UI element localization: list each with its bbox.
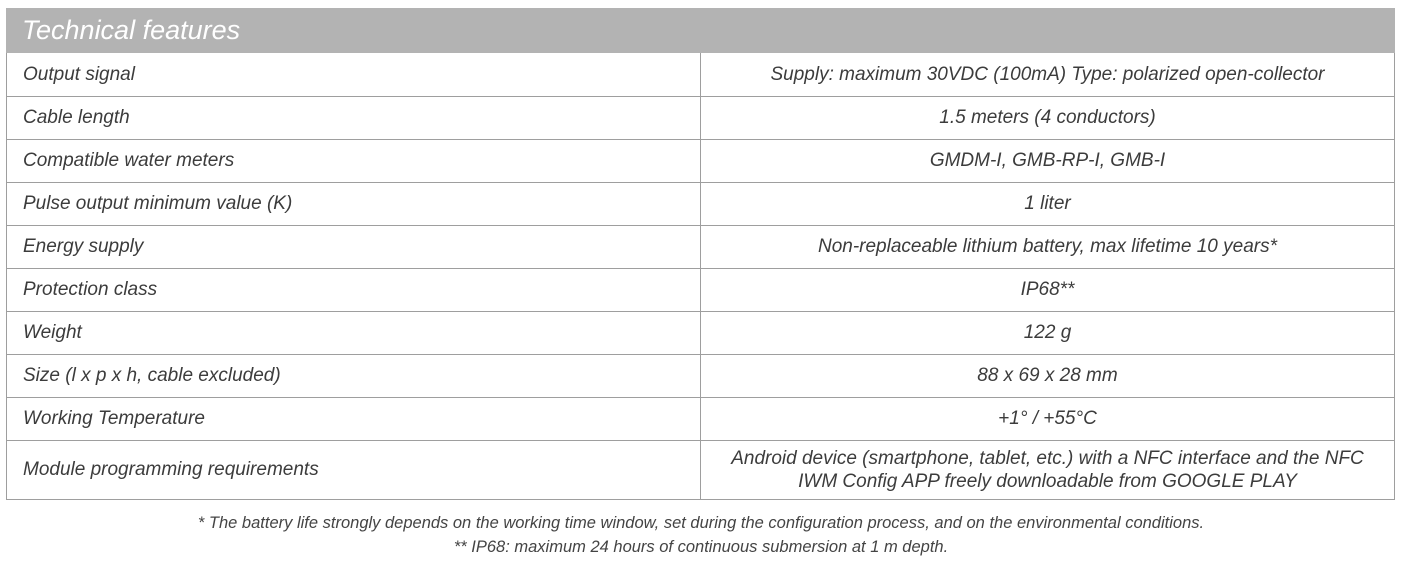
value-line-2: IWM Config APP freely downloadable from GOOGLE PLAY xyxy=(798,470,1297,492)
row-value-weight: 122 g xyxy=(701,311,1395,354)
footnote-ip68: ** IP68: maximum 24 hours of continuous submersion at 1 m depth. xyxy=(453,538,949,556)
row-label-size: Size (l x p x h, cable excluded) xyxy=(7,354,701,397)
row-label-energy-supply: Energy supply xyxy=(7,225,701,268)
row-value-working-temperature: +1° / +55°C xyxy=(701,397,1395,440)
row-value-cable-length: 1.5 meters (4 conductors) xyxy=(701,96,1395,139)
row-label-working-temperature: Working Temperature xyxy=(7,397,701,440)
table-row xyxy=(7,225,1395,268)
value-line-1: Android device (smartphone, tablet, etc.) with a NFC interface and the NFC xyxy=(731,447,1364,469)
footnote-battery: * The battery life strongly depends on the working time window, set during the configuration process, and on the environmental conditions. xyxy=(197,514,1205,532)
row-value-programming-requirements xyxy=(701,440,1395,499)
row-label-weight: Weight xyxy=(7,311,701,354)
row-value-energy-supply: Non-replaceable lithium battery, max lifetime 10 years* xyxy=(701,225,1395,268)
table-row xyxy=(7,53,1395,96)
features-grid xyxy=(6,53,1395,500)
table-row xyxy=(7,440,1395,499)
table-row xyxy=(7,397,1395,440)
table-row xyxy=(7,182,1395,225)
footnotes xyxy=(0,511,1402,559)
row-value-size: 88 x 69 x 28 mm xyxy=(701,354,1395,397)
row-label-programming-requirements: Module programming requirements xyxy=(7,440,701,499)
row-label-compatible-meters: Compatible water meters xyxy=(7,139,701,182)
table-row xyxy=(7,268,1395,311)
table-row xyxy=(7,354,1395,397)
table-row xyxy=(7,96,1395,139)
row-label-cable-length: Cable length xyxy=(7,96,701,139)
row-value-protection-class: IP68** xyxy=(701,268,1395,311)
row-label-protection-class: Protection class xyxy=(7,268,701,311)
technical-features-table xyxy=(6,8,1395,500)
row-value-pulse-output: 1 liter xyxy=(701,182,1395,225)
row-label-pulse-output: Pulse output minimum value (K) xyxy=(7,182,701,225)
row-value-output-signal: Supply: maximum 30VDC (100mA) Type: polarized open-collector xyxy=(701,53,1395,96)
row-label-output-signal: Output signal xyxy=(7,53,701,96)
table-title: Technical features xyxy=(6,8,1395,53)
table-row xyxy=(7,139,1395,182)
table-row xyxy=(7,311,1395,354)
row-value-compatible-meters: GMDM-I, GMB-RP-I, GMB-I xyxy=(701,139,1395,182)
